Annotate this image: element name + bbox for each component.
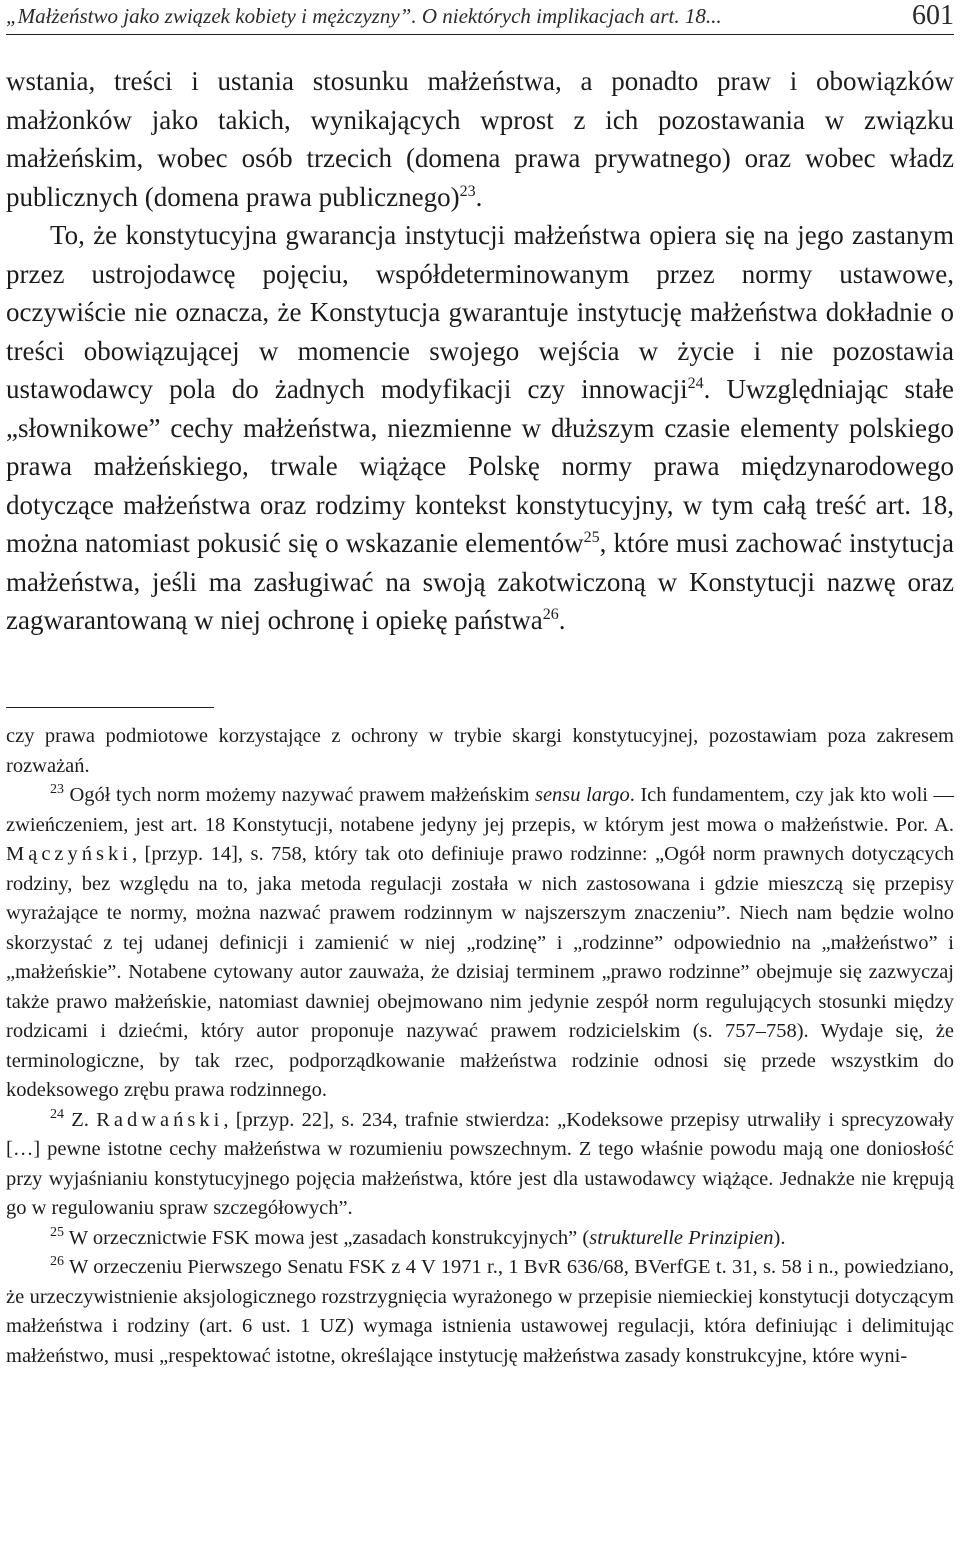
footnote-26 xyxy=(6,1253,954,1371)
footnote-25 xyxy=(6,1224,954,1254)
footnote-25-italic: strukturelle Prinzipien xyxy=(589,1226,774,1249)
footnote-ref-25[interactable]: 25 xyxy=(583,529,600,546)
footnote-separator xyxy=(6,707,214,708)
footnote-23-text-a: Ogół tych norm możemy nazywać prawem małżeńskim xyxy=(64,784,535,806)
paragraph-1-text: wstania, treści i ustania stosunku małżeństwa, a ponadto praw i obowiązków małżonków jako takich, wynikających wprost z ich pozostawania w związku małżeńskim, wobec osób trzecich (domena prawa prywatnego) oraz wobec władz publicznych (domena prawa publicznego) xyxy=(6,66,954,212)
paragraph-1 xyxy=(6,62,954,216)
footnote-ref-26[interactable]: 26 xyxy=(542,606,559,623)
footnote-26-number: 26 xyxy=(50,1254,64,1270)
footnote-24-text-b: , [przyp. 22], s. 234, trafnie stwierdza: „Kodeksowe przepisy utrwaliły i sprecyzowały […] pewne istotne cechy małżeństwa w rozumieniu powszechnym. Z tego właśnie powodu mają one doniosłość przy wyjaśnianiu konstytucyjnego pojęcia małżeństwa, które jest dla ustawodawcy wiążące. Jednakże nie krępują go w regulowaniu spraw szczegółowych”. xyxy=(6,1108,954,1219)
footnote-23-text-c: , [przyp. 14], s. 758, który tak oto definiuje prawo rodzinne: „Ogół norm prawnych dotyczących rodziny, bez względu na to, jaka metoda regulacji została w nich zastosowana i gdzie mieszczą się przepisy wyrażające te normy, można nazwać prawem rodzinnym w najszerszym znaczeniu”. Niech nam będzie wolno skorzystać z tej udanej definicji i zamienić w niej „rodzinę” i „rodzinne” odpowiednio na „małżeństwo” i „małżeńskie”. Notabene cytowany autor zauważa, że dzisiaj terminem „prawo rodzinne” obejmuje się zazwyczaj także prawo małżeńskie, natomiast dawniej obejmowano nim jedynie zespół norm regulujących stosunki między rodzicami i dziećmi, który autor proponuje nazywać prawem rodzicielskim (s. 757–758). Wydaje się, że terminologiczne, by tak rzec, podporządkowanie małżeństwa rodzinie odnosi się przede wszystkim do kodeksowego zrębu prawa rodzinnego. xyxy=(6,843,954,1101)
paragraph-2-end: . xyxy=(558,605,566,635)
footnote-ref-24[interactable]: 24 xyxy=(687,375,704,392)
footnote-24-text-a: Z. xyxy=(64,1108,97,1131)
footnotes xyxy=(6,722,954,1371)
footnote-23-italic: sensu largo xyxy=(534,784,630,806)
footnote-24-number: 24 xyxy=(50,1106,64,1122)
paragraph-1-end: . xyxy=(475,181,483,212)
main-text xyxy=(6,62,954,640)
footnote-26-text: W orzeczeniu Pierwszego Senatu FSK z 4 V 1971 r., 1 BvR 636/68, BVerfGE t. 31, s. 58 i n., powiedziano, że urzeczywistnienie aksjologicznego rozstrzygnięcia wyrażonego w przepisie niemieckiej konstytucji dotyczącym małżeństwa i rodziny (art. 6 ust. 1 UZ) wymaga istnienia ustawowej regulacji, która definiując i delimitując małżeństwo, musi „respektować istotne, określające instytucję małżeństwa zasady konstrukcyjne, które wyni- xyxy=(6,1256,954,1367)
footnote-24 xyxy=(6,1106,954,1224)
footnote-23-number: 23 xyxy=(50,782,64,798)
paragraph-2-text-a: To, że konstytucyjna gwarancja instytucji małżeństwa opiera się na jego zastanym przez ustrojodawcę pojęciu, współdeterminowanym przez normy ustawowe, oczywiście nie oznacza, że Konstytucja gwarantuje instytucję małżeństwa dokładnie o treści obowiązującej w momencie swojego wejścia w życie i nie pozostawia ustawodawcy pola do żadnych modyfikacji czy innowacji xyxy=(6,220,954,404)
footnote-continuation: czy prawa podmiotowe korzystające z ochrony w trybie skargi konstytucyjnej, pozostawiam poza zakresem rozważań. xyxy=(6,725,954,777)
footnote-23-text-b: . Ich fundamentem, czy jak kto woli —zwieńczeniem, jest art. 18 Konstytucji, notabene jedyny jej przepis, w którym jest mowa o małżeństwie. Por. A. xyxy=(6,784,954,836)
footnote-25-number: 25 xyxy=(50,1224,64,1240)
page-header xyxy=(6,2,954,35)
page-number: 601 xyxy=(912,0,954,31)
footnote-25-text-a: W orzecznictwie FSK mowa jest „zasadach konstrukcyjnych” ( xyxy=(64,1226,590,1249)
footnote-25-text-b: ). xyxy=(773,1226,786,1249)
footnote-ref-23[interactable]: 23 xyxy=(459,182,476,200)
footnote-24-author: Radwański xyxy=(96,1108,224,1131)
running-title: „Małżeństwo jako związek kobiety i mężczyzny”. O niektórych implikacjach art. 18... xyxy=(6,4,722,28)
footnote-23 xyxy=(6,781,954,1106)
footnote-23-author: Mączyński xyxy=(6,843,132,865)
paragraph-2-text-c: , które musi zachować instytucja małżeństwa, jeśli ma zasługiwać na swoją zakotwiczoną w Konstytucji nazwę oraz zagwarantowaną w niej ochronę i opiekę państwa xyxy=(6,528,954,635)
paragraph-2 xyxy=(6,216,954,640)
paragraph-2-text-b: . Uwzględniając stałe „słownikowe” cechy małżeństwa, niezmienne w dłuższym czasie elementy polskiego prawa małżeńskiego, trwale wiążące Polskę normy prawa międzynarodowego dotyczące małżeństwa oraz rodzimy kontekst konstytucyjny, w tym całą treść art. 18, można natomiast pokusić się o wskazanie elementów xyxy=(6,374,954,558)
